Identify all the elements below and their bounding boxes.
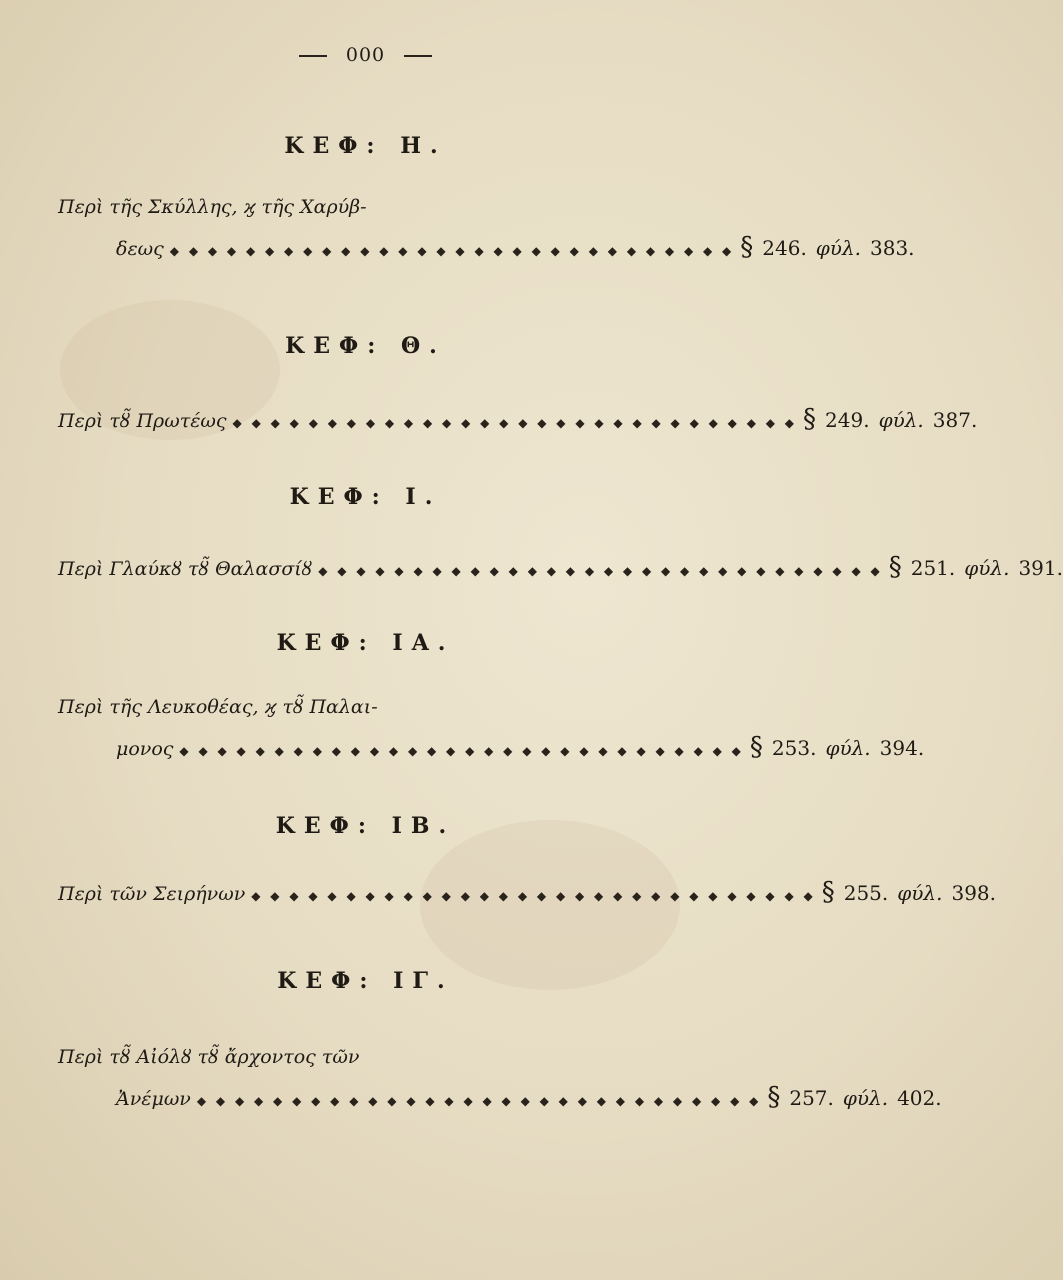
entry-title: μονος — [116, 738, 174, 760]
dot-leader: ◆ ◆ ◆ ◆ ◆ ◆ ◆ ◆ ◆ ◆ ◆ ◆ ◆ ◆ ◆ ◆ ◆ ◆ ◆ ◆ ◆ ◆ ◆ ◆ ◆ ◆ ◆ ◆ ◆ ◆ — [169, 244, 735, 258]
folio-label: φύλ. — [897, 881, 943, 905]
page-folio — [0, 44, 731, 66]
entry-reference — [889, 552, 1063, 582]
folio-label: φύλ. — [825, 736, 871, 760]
entry-line — [58, 196, 668, 232]
entry-title: Περὶ τȣ̃ Αἰόλȣ τȣ̃ ἄρχοντος τῶν — [58, 1046, 360, 1068]
folio-number: 000 — [345, 44, 386, 66]
entry-reference — [740, 232, 914, 262]
section-sign: § — [749, 732, 763, 762]
entry-title: Περὶ τῆς Σκύλλης, ϗ τῆς Χαρύβ- — [58, 196, 367, 218]
section-number: 251. — [910, 556, 956, 580]
folio-page: 383. — [870, 236, 915, 260]
folio-label: φύλ. — [815, 236, 861, 260]
toc-entry — [58, 696, 925, 768]
entry-line — [58, 232, 915, 268]
folio-page: 387. — [932, 408, 978, 432]
section-number: 246. — [762, 236, 807, 260]
entry-title: Περὶ τῆς Λευκοθέας, ϗ τȣ̃ Παλαι- — [58, 696, 378, 718]
entry-title: Ἀνέμων — [116, 1088, 191, 1110]
folio-page: 402. — [897, 1086, 942, 1110]
entry-line — [58, 404, 978, 440]
entry-reference — [767, 1082, 941, 1112]
chapter-heading: ΚΕΦ: ΙΑ. — [276, 630, 455, 656]
dot-leader: ◆ ◆ ◆ ◆ ◆ ◆ ◆ ◆ ◆ ◆ ◆ ◆ ◆ ◆ ◆ ◆ ◆ ◆ ◆ ◆ ◆ ◆ ◆ ◆ ◆ ◆ ◆ ◆ ◆ ◆ — [196, 1094, 762, 1108]
entry-line — [58, 1082, 942, 1118]
entry-title: δεως — [116, 238, 164, 260]
entry-line — [58, 552, 1063, 588]
dot-leader: ◆ ◆ ◆ ◆ ◆ ◆ ◆ ◆ ◆ ◆ ◆ ◆ ◆ ◆ ◆ ◆ ◆ ◆ ◆ ◆ ◆ ◆ ◆ ◆ ◆ ◆ ◆ ◆ ◆ ◆ — [318, 564, 883, 578]
toc-entry — [58, 196, 915, 268]
entry-reference — [803, 404, 977, 434]
chapter-heading: ΚΕΦ: ΙΓ. — [277, 968, 454, 994]
folio-label: φύλ. — [964, 556, 1010, 580]
toc-entry — [58, 1046, 942, 1118]
section-number: 253. — [771, 736, 817, 760]
entry-title: Περὶ Γλαύκȣ τȣ̃ Θαλασσίȣ — [58, 558, 313, 580]
section-number: 257. — [789, 1086, 834, 1110]
entry-reference — [822, 877, 996, 907]
chapter-heading: ΚΕΦ: Θ. — [285, 333, 446, 359]
entry-line — [58, 1046, 668, 1082]
folio-dash — [404, 55, 432, 57]
folio-label: φύλ. — [878, 408, 924, 432]
section-sign: § — [767, 1082, 781, 1112]
section-sign: § — [740, 232, 754, 262]
folio-label: φύλ. — [842, 1086, 889, 1110]
entry-reference — [750, 732, 924, 762]
section-number: 255. — [843, 881, 889, 905]
section-sign: § — [888, 552, 902, 582]
entry-line — [58, 732, 925, 768]
dot-leader: ◆ ◆ ◆ ◆ ◆ ◆ ◆ ◆ ◆ ◆ ◆ ◆ ◆ ◆ ◆ ◆ ◆ ◆ ◆ ◆ ◆ ◆ ◆ ◆ ◆ ◆ ◆ ◆ ◆ ◆ — [251, 889, 816, 903]
chapter-heading: ΚΕΦ: Η. — [284, 133, 447, 159]
entry-line — [58, 877, 996, 913]
folio-page: 394. — [879, 736, 925, 760]
entry-title: Περὶ τῶν Σειρήνων — [58, 883, 246, 905]
toc-entry — [58, 877, 996, 913]
entry-line — [58, 696, 668, 732]
section-number: 249. — [825, 408, 870, 432]
dot-leader: ◆ ◆ ◆ ◆ ◆ ◆ ◆ ◆ ◆ ◆ ◆ ◆ ◆ ◆ ◆ ◆ ◆ ◆ ◆ ◆ ◆ ◆ ◆ ◆ ◆ ◆ ◆ ◆ ◆ ◆ — [179, 744, 744, 758]
chapter-heading: ΚΕΦ: ΙΒ. — [275, 813, 456, 839]
toc-entry — [58, 552, 1063, 588]
section-sign: § — [821, 877, 835, 907]
chapter-heading: ΚΕΦ: Ι. — [289, 484, 442, 510]
section-sign: § — [803, 404, 817, 434]
folio-page: 398. — [951, 881, 996, 905]
dot-leader: ◆ ◆ ◆ ◆ ◆ ◆ ◆ ◆ ◆ ◆ ◆ ◆ ◆ ◆ ◆ ◆ ◆ ◆ ◆ ◆ ◆ ◆ ◆ ◆ ◆ ◆ ◆ ◆ ◆ ◆ — [232, 416, 798, 430]
entry-title: Περὶ τȣ̃ Πρωτέως — [58, 410, 227, 432]
folio-dash — [299, 55, 327, 57]
toc-entry — [58, 404, 978, 440]
folio-page: 391. — [1018, 556, 1063, 580]
